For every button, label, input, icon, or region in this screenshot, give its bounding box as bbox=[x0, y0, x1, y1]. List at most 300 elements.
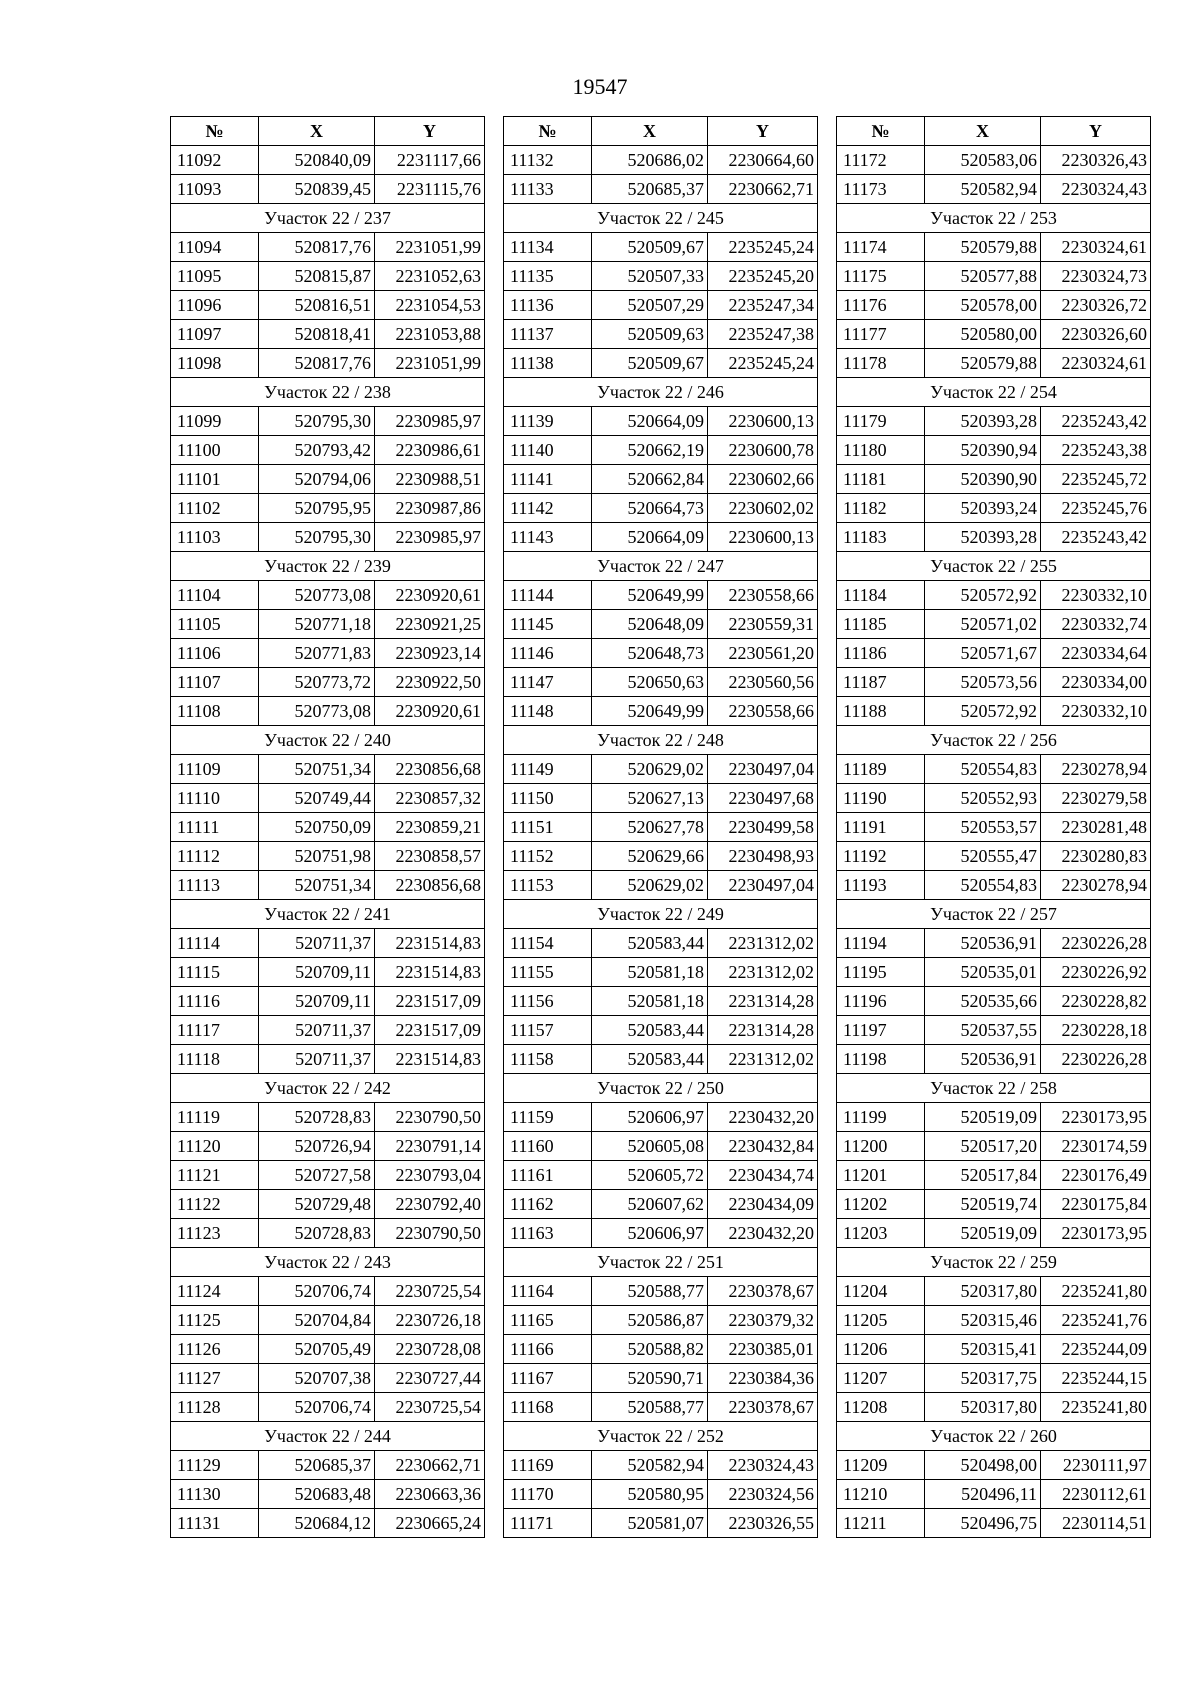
x-value: 520686,02 bbox=[592, 146, 708, 175]
point-number: 11108 bbox=[171, 697, 259, 726]
x-value: 520627,13 bbox=[592, 784, 708, 813]
y-value: 2235245,24 bbox=[708, 233, 818, 262]
table-row bbox=[837, 262, 1151, 291]
point-number: 11207 bbox=[837, 1364, 925, 1393]
table-row bbox=[837, 1219, 1151, 1248]
point-number: 11158 bbox=[504, 1045, 592, 1074]
table-row bbox=[171, 1480, 485, 1509]
y-value: 2230228,18 bbox=[1041, 1016, 1151, 1045]
section-title: Участок 22 / 254 bbox=[837, 378, 1151, 407]
section-title: Участок 22 / 240 bbox=[171, 726, 485, 755]
point-number: 11140 bbox=[504, 436, 592, 465]
x-value: 520629,02 bbox=[592, 755, 708, 784]
point-number: 11201 bbox=[837, 1161, 925, 1190]
table-row bbox=[504, 958, 818, 987]
point-number: 11164 bbox=[504, 1277, 592, 1306]
x-value: 520816,51 bbox=[259, 291, 375, 320]
section-row bbox=[837, 726, 1151, 755]
section-title: Участок 22 / 249 bbox=[504, 900, 818, 929]
section-title: Участок 22 / 244 bbox=[171, 1422, 485, 1451]
point-number: 11172 bbox=[837, 146, 925, 175]
point-number: 11094 bbox=[171, 233, 259, 262]
x-value: 520817,76 bbox=[259, 233, 375, 262]
point-number: 11166 bbox=[504, 1335, 592, 1364]
x-value: 520649,99 bbox=[592, 581, 708, 610]
y-value: 2230728,08 bbox=[375, 1335, 485, 1364]
x-value: 520795,30 bbox=[259, 523, 375, 552]
point-number: 11135 bbox=[504, 262, 592, 291]
table-header-row bbox=[837, 117, 1151, 146]
table-row bbox=[837, 639, 1151, 668]
table-row bbox=[504, 610, 818, 639]
table-row bbox=[504, 175, 818, 204]
point-number: 11211 bbox=[837, 1509, 925, 1538]
x-value: 520727,58 bbox=[259, 1161, 375, 1190]
y-value: 2230499,58 bbox=[708, 813, 818, 842]
table-row bbox=[837, 1161, 1151, 1190]
point-number: 11194 bbox=[837, 929, 925, 958]
y-value: 2230324,43 bbox=[708, 1451, 818, 1480]
table-row bbox=[837, 755, 1151, 784]
point-number: 11205 bbox=[837, 1306, 925, 1335]
point-number: 11141 bbox=[504, 465, 592, 494]
x-value: 520704,84 bbox=[259, 1306, 375, 1335]
x-value: 520711,37 bbox=[259, 929, 375, 958]
x-value: 520606,97 bbox=[592, 1103, 708, 1132]
y-value: 2230558,66 bbox=[708, 581, 818, 610]
y-value: 2230985,97 bbox=[375, 407, 485, 436]
x-value: 520517,20 bbox=[925, 1132, 1041, 1161]
table-row bbox=[171, 1219, 485, 1248]
point-number: 11111 bbox=[171, 813, 259, 842]
y-value: 2231312,02 bbox=[708, 958, 818, 987]
y-value: 2235243,42 bbox=[1041, 523, 1151, 552]
y-value: 2230326,55 bbox=[708, 1509, 818, 1538]
x-value: 520795,95 bbox=[259, 494, 375, 523]
y-value: 2231051,99 bbox=[375, 233, 485, 262]
x-value: 520751,98 bbox=[259, 842, 375, 871]
section-title: Участок 22 / 247 bbox=[504, 552, 818, 581]
y-value: 2230176,49 bbox=[1041, 1161, 1151, 1190]
x-value: 520840,09 bbox=[259, 146, 375, 175]
section-title: Участок 22 / 251 bbox=[504, 1248, 818, 1277]
x-value: 520627,78 bbox=[592, 813, 708, 842]
x-value: 520393,24 bbox=[925, 494, 1041, 523]
table-row bbox=[504, 1480, 818, 1509]
point-number: 11197 bbox=[837, 1016, 925, 1045]
y-value: 2230174,59 bbox=[1041, 1132, 1151, 1161]
x-value: 520750,09 bbox=[259, 813, 375, 842]
table-row bbox=[837, 842, 1151, 871]
point-number: 11189 bbox=[837, 755, 925, 784]
point-number: 11120 bbox=[171, 1132, 259, 1161]
x-value: 520586,87 bbox=[592, 1306, 708, 1335]
table-row bbox=[837, 871, 1151, 900]
table-row bbox=[171, 1364, 485, 1393]
table-row bbox=[837, 784, 1151, 813]
y-value: 2235244,15 bbox=[1041, 1364, 1151, 1393]
x-value: 520773,08 bbox=[259, 581, 375, 610]
table-row bbox=[837, 668, 1151, 697]
x-value: 520573,56 bbox=[925, 668, 1041, 697]
table-row bbox=[837, 175, 1151, 204]
y-value: 2230859,21 bbox=[375, 813, 485, 842]
table-row bbox=[171, 262, 485, 291]
header-x: X bbox=[925, 117, 1041, 146]
y-value: 2230334,00 bbox=[1041, 668, 1151, 697]
y-value: 2235245,72 bbox=[1041, 465, 1151, 494]
x-value: 520664,09 bbox=[592, 523, 708, 552]
section-row bbox=[504, 726, 818, 755]
coordinate-table-1 bbox=[170, 116, 485, 1538]
header-y: Y bbox=[375, 117, 485, 146]
y-value: 2230790,50 bbox=[375, 1219, 485, 1248]
y-value: 2231517,09 bbox=[375, 1016, 485, 1045]
point-number: 11195 bbox=[837, 958, 925, 987]
table-row bbox=[171, 1393, 485, 1422]
y-value: 2230663,36 bbox=[375, 1480, 485, 1509]
table-row bbox=[837, 1132, 1151, 1161]
table-row bbox=[504, 1451, 818, 1480]
x-value: 520648,73 bbox=[592, 639, 708, 668]
y-value: 2231314,28 bbox=[708, 987, 818, 1016]
point-number: 11138 bbox=[504, 349, 592, 378]
y-value: 2230987,86 bbox=[375, 494, 485, 523]
point-number: 11103 bbox=[171, 523, 259, 552]
x-value: 520771,83 bbox=[259, 639, 375, 668]
point-number: 11176 bbox=[837, 291, 925, 320]
y-value: 2230278,94 bbox=[1041, 871, 1151, 900]
table-row bbox=[504, 668, 818, 697]
y-value: 2230332,74 bbox=[1041, 610, 1151, 639]
x-value: 520578,00 bbox=[925, 291, 1041, 320]
section-title: Участок 22 / 241 bbox=[171, 900, 485, 929]
x-value: 520581,18 bbox=[592, 987, 708, 1016]
point-number: 11136 bbox=[504, 291, 592, 320]
section-row bbox=[837, 1248, 1151, 1277]
x-value: 520709,11 bbox=[259, 987, 375, 1016]
x-value: 520839,45 bbox=[259, 175, 375, 204]
section-row bbox=[504, 378, 818, 407]
y-value: 2230111,97 bbox=[1041, 1451, 1151, 1480]
point-number: 11162 bbox=[504, 1190, 592, 1219]
x-value: 520794,06 bbox=[259, 465, 375, 494]
table-row bbox=[837, 1016, 1151, 1045]
table-row bbox=[504, 784, 818, 813]
table-row bbox=[171, 407, 485, 436]
x-value: 520749,44 bbox=[259, 784, 375, 813]
table-row bbox=[837, 233, 1151, 262]
point-number: 11144 bbox=[504, 581, 592, 610]
table-row bbox=[171, 1103, 485, 1132]
x-value: 520580,00 bbox=[925, 320, 1041, 349]
y-value: 2230324,73 bbox=[1041, 262, 1151, 291]
y-value: 2230434,74 bbox=[708, 1161, 818, 1190]
table-row bbox=[504, 465, 818, 494]
y-value: 2230497,04 bbox=[708, 755, 818, 784]
section-row bbox=[504, 900, 818, 929]
point-number: 11126 bbox=[171, 1335, 259, 1364]
x-value: 520605,72 bbox=[592, 1161, 708, 1190]
x-value: 520684,12 bbox=[259, 1509, 375, 1538]
point-number: 11121 bbox=[171, 1161, 259, 1190]
y-value: 2230281,48 bbox=[1041, 813, 1151, 842]
point-number: 11181 bbox=[837, 465, 925, 494]
point-number: 11153 bbox=[504, 871, 592, 900]
table-row bbox=[171, 1277, 485, 1306]
x-value: 520317,75 bbox=[925, 1364, 1041, 1393]
x-value: 520554,83 bbox=[925, 755, 1041, 784]
point-number: 11167 bbox=[504, 1364, 592, 1393]
table-row bbox=[837, 1277, 1151, 1306]
point-number: 11125 bbox=[171, 1306, 259, 1335]
y-value: 2230921,25 bbox=[375, 610, 485, 639]
point-number: 11173 bbox=[837, 175, 925, 204]
section-row bbox=[171, 378, 485, 407]
point-number: 11113 bbox=[171, 871, 259, 900]
x-value: 520795,30 bbox=[259, 407, 375, 436]
point-number: 11161 bbox=[504, 1161, 592, 1190]
section-title: Участок 22 / 255 bbox=[837, 552, 1151, 581]
section-row bbox=[504, 1074, 818, 1103]
section-row bbox=[837, 1074, 1151, 1103]
section-title: Участок 22 / 257 bbox=[837, 900, 1151, 929]
y-value: 2231514,83 bbox=[375, 958, 485, 987]
point-number: 11180 bbox=[837, 436, 925, 465]
y-value: 2230384,36 bbox=[708, 1364, 818, 1393]
y-value: 2230602,02 bbox=[708, 494, 818, 523]
x-value: 520648,09 bbox=[592, 610, 708, 639]
point-number: 11100 bbox=[171, 436, 259, 465]
x-value: 520507,29 bbox=[592, 291, 708, 320]
table-row bbox=[171, 987, 485, 1016]
y-value: 2230432,20 bbox=[708, 1219, 818, 1248]
table-row bbox=[171, 436, 485, 465]
table-row bbox=[171, 1045, 485, 1074]
table-row bbox=[837, 697, 1151, 726]
section-row bbox=[171, 552, 485, 581]
table-row bbox=[504, 871, 818, 900]
table-row bbox=[504, 1045, 818, 1074]
y-value: 2230856,68 bbox=[375, 871, 485, 900]
table-row bbox=[171, 639, 485, 668]
header-number: № bbox=[171, 117, 259, 146]
y-value: 2231052,63 bbox=[375, 262, 485, 291]
point-number: 11165 bbox=[504, 1306, 592, 1335]
point-number: 11132 bbox=[504, 146, 592, 175]
y-value: 2230332,10 bbox=[1041, 581, 1151, 610]
table-row bbox=[504, 581, 818, 610]
table-row bbox=[504, 697, 818, 726]
x-value: 520519,09 bbox=[925, 1103, 1041, 1132]
table-row bbox=[171, 958, 485, 987]
section-title: Участок 22 / 243 bbox=[171, 1248, 485, 1277]
table-row bbox=[171, 842, 485, 871]
point-number: 11106 bbox=[171, 639, 259, 668]
x-value: 520607,62 bbox=[592, 1190, 708, 1219]
table-row bbox=[504, 1335, 818, 1364]
x-value: 520685,37 bbox=[259, 1451, 375, 1480]
table-row bbox=[504, 436, 818, 465]
x-value: 520553,57 bbox=[925, 813, 1041, 842]
y-value: 2230112,61 bbox=[1041, 1480, 1151, 1509]
x-value: 520583,44 bbox=[592, 929, 708, 958]
x-value: 520707,38 bbox=[259, 1364, 375, 1393]
x-value: 520537,55 bbox=[925, 1016, 1041, 1045]
point-number: 11160 bbox=[504, 1132, 592, 1161]
section-row bbox=[504, 1248, 818, 1277]
y-value: 2230988,51 bbox=[375, 465, 485, 494]
section-row bbox=[837, 1422, 1151, 1451]
table-header-row bbox=[504, 117, 818, 146]
y-value: 2235247,34 bbox=[708, 291, 818, 320]
point-number: 11146 bbox=[504, 639, 592, 668]
table-row bbox=[171, 929, 485, 958]
y-value: 2230923,14 bbox=[375, 639, 485, 668]
y-value: 2230173,95 bbox=[1041, 1219, 1151, 1248]
table-row bbox=[837, 1103, 1151, 1132]
table-row bbox=[837, 1509, 1151, 1538]
x-value: 520711,37 bbox=[259, 1045, 375, 1074]
point-number: 11114 bbox=[171, 929, 259, 958]
table-row bbox=[837, 1045, 1151, 1074]
table-row bbox=[504, 320, 818, 349]
point-number: 11118 bbox=[171, 1045, 259, 1074]
table-row bbox=[837, 1364, 1151, 1393]
point-number: 11168 bbox=[504, 1393, 592, 1422]
table-row bbox=[837, 436, 1151, 465]
y-value: 2230114,51 bbox=[1041, 1509, 1151, 1538]
point-number: 11131 bbox=[171, 1509, 259, 1538]
y-value: 2230791,14 bbox=[375, 1132, 485, 1161]
table-row bbox=[171, 1132, 485, 1161]
header-x: X bbox=[259, 117, 375, 146]
point-number: 11191 bbox=[837, 813, 925, 842]
point-number: 11107 bbox=[171, 668, 259, 697]
table-row bbox=[837, 987, 1151, 1016]
table-row bbox=[171, 146, 485, 175]
y-value: 2230600,13 bbox=[708, 407, 818, 436]
point-number: 11142 bbox=[504, 494, 592, 523]
y-value: 2230725,54 bbox=[375, 1277, 485, 1306]
table-row bbox=[837, 349, 1151, 378]
y-value: 2231514,83 bbox=[375, 1045, 485, 1074]
section-row bbox=[837, 204, 1151, 233]
x-value: 520509,67 bbox=[592, 349, 708, 378]
section-row bbox=[504, 1422, 818, 1451]
point-number: 11150 bbox=[504, 784, 592, 813]
x-value: 520571,67 bbox=[925, 639, 1041, 668]
x-value: 520606,97 bbox=[592, 1219, 708, 1248]
x-value: 520390,94 bbox=[925, 436, 1041, 465]
table-row bbox=[837, 523, 1151, 552]
table-row bbox=[837, 407, 1151, 436]
point-number: 11102 bbox=[171, 494, 259, 523]
section-title: Участок 22 / 237 bbox=[171, 204, 485, 233]
x-value: 520685,37 bbox=[592, 175, 708, 204]
point-number: 11159 bbox=[504, 1103, 592, 1132]
table-row bbox=[171, 1306, 485, 1335]
table-row bbox=[171, 581, 485, 610]
table-row bbox=[504, 1190, 818, 1219]
point-number: 11200 bbox=[837, 1132, 925, 1161]
x-value: 520662,19 bbox=[592, 436, 708, 465]
x-value: 520317,80 bbox=[925, 1393, 1041, 1422]
x-value: 520536,91 bbox=[925, 1045, 1041, 1074]
y-value: 2230558,66 bbox=[708, 697, 818, 726]
coordinate-table-3 bbox=[836, 116, 1151, 1538]
table-row bbox=[837, 1190, 1151, 1219]
y-value: 2230600,13 bbox=[708, 523, 818, 552]
x-value: 520498,00 bbox=[925, 1451, 1041, 1480]
section-title: Участок 22 / 253 bbox=[837, 204, 1151, 233]
y-value: 2230324,61 bbox=[1041, 233, 1151, 262]
y-value: 2230600,78 bbox=[708, 436, 818, 465]
point-number: 11130 bbox=[171, 1480, 259, 1509]
point-number: 11192 bbox=[837, 842, 925, 871]
x-value: 520580,95 bbox=[592, 1480, 708, 1509]
y-value: 2230726,18 bbox=[375, 1306, 485, 1335]
table-row bbox=[837, 929, 1151, 958]
table-header-row bbox=[171, 117, 485, 146]
point-number: 11097 bbox=[171, 320, 259, 349]
table-row bbox=[504, 1103, 818, 1132]
point-number: 11127 bbox=[171, 1364, 259, 1393]
table-row bbox=[171, 1190, 485, 1219]
x-value: 520588,77 bbox=[592, 1277, 708, 1306]
x-value: 520581,07 bbox=[592, 1509, 708, 1538]
point-number: 11184 bbox=[837, 581, 925, 610]
y-value: 2235245,20 bbox=[708, 262, 818, 291]
point-number: 11210 bbox=[837, 1480, 925, 1509]
x-value: 520815,87 bbox=[259, 262, 375, 291]
y-value: 2230280,83 bbox=[1041, 842, 1151, 871]
table-row bbox=[504, 1393, 818, 1422]
x-value: 520519,09 bbox=[925, 1219, 1041, 1248]
x-value: 520509,63 bbox=[592, 320, 708, 349]
table-row bbox=[171, 1335, 485, 1364]
x-value: 520728,83 bbox=[259, 1103, 375, 1132]
point-number: 11186 bbox=[837, 639, 925, 668]
point-number: 11105 bbox=[171, 610, 259, 639]
y-value: 2231054,53 bbox=[375, 291, 485, 320]
y-value: 2230228,82 bbox=[1041, 987, 1151, 1016]
y-value: 2230664,60 bbox=[708, 146, 818, 175]
point-number: 11163 bbox=[504, 1219, 592, 1248]
point-number: 11206 bbox=[837, 1335, 925, 1364]
y-value: 2230856,68 bbox=[375, 755, 485, 784]
table-row bbox=[171, 755, 485, 784]
x-value: 520582,94 bbox=[925, 175, 1041, 204]
x-value: 520728,83 bbox=[259, 1219, 375, 1248]
x-value: 520729,48 bbox=[259, 1190, 375, 1219]
section-row bbox=[171, 900, 485, 929]
x-value: 520579,88 bbox=[925, 233, 1041, 262]
x-value: 520579,88 bbox=[925, 349, 1041, 378]
x-value: 520709,11 bbox=[259, 958, 375, 987]
x-value: 520535,66 bbox=[925, 987, 1041, 1016]
point-number: 11198 bbox=[837, 1045, 925, 1074]
table-row bbox=[837, 1306, 1151, 1335]
x-value: 520583,06 bbox=[925, 146, 1041, 175]
section-row bbox=[837, 552, 1151, 581]
x-value: 520317,80 bbox=[925, 1277, 1041, 1306]
point-number: 11122 bbox=[171, 1190, 259, 1219]
table-row bbox=[504, 146, 818, 175]
section-title: Участок 22 / 242 bbox=[171, 1074, 485, 1103]
point-number: 11129 bbox=[171, 1451, 259, 1480]
y-value: 2230602,66 bbox=[708, 465, 818, 494]
